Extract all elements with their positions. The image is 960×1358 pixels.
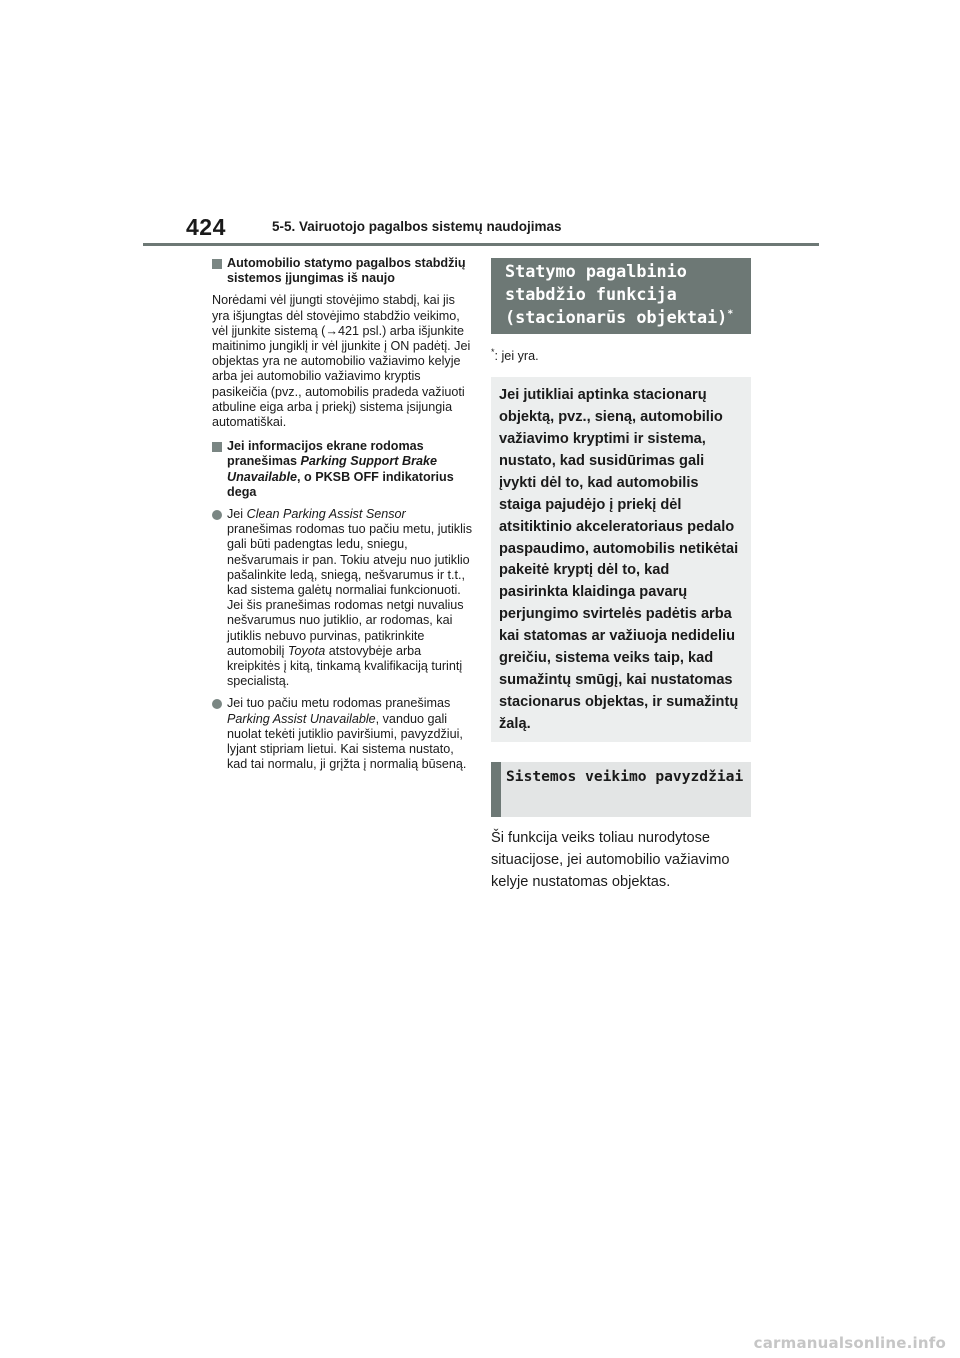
list-item: Jei Clean Parking Assist Sensor pranešimas rodomas tuo pačiu metu, jutiklis gali būti padengtas ledu, sniegu, nešvarumais ir pan. Tokiu atveju nuo jutiklio pašalinkite ledą, sniegą, nešvarumus ir t.t., kad sistema galėtų normaliai funkcionuoti. Jei šis pranešimas rodomas netgi nuvalius nešvarumus nuo jutiklio, ar rodomas, kai jutiklis nebuvo purvinas, patikrinkite automobilį Toyota atstovybėje arba kreipkitės į kitą, tinkamą kvalifikaciją turintį specialistą. [212,507,474,689]
left-column [212,256,474,780]
page-number: 424 [186,214,226,240]
section-heading-pksb-off: Jei informacijos ekrane rodomas pranešimas Parking Support Brake Unavailable, o PKSB OFF indikatorius dega [212,439,474,500]
section-title-box: Statymo pagalbinio stabdžio funkcija (stacionarūs objektai)* [491,258,751,334]
watermark-logo: carmanualsonline.info [753,1334,946,1352]
circle-bullet-icon [212,510,222,520]
restart-paragraph: Norėdami vėl įjungti stovėjimo stabdį, kai jis yra išjungtas dėl stovėjimo stabdžio veikimo, vėl įjunkite sistemą (→421 psl.) arba išjunkite maitinimo jungiklį ir vėl įjunkite į ON padėtį. Jei objektas yra ne automobilio važiavimo kelyje arba jei automobilio važiavimo kryptis pasikeičia (pvz., automobilis pradeda važiuoti atbuline eiga arba į priekį) sistema įsijungia automatiškai. [212,293,471,430]
section-heading-restart: Automobilio statymo pagalbos stabdžių sistemos įjungimas iš naujo [212,256,474,286]
list-item: Jei tuo pačiu metu rodomas pranešimas Parking Assist Unavailable, vanduo gali nuolat tekėti jutiklio paviršiumi, pavyzdžiui, lyjant stipriam lietui. Kai sistema nustato, kad tai normalu, ji grįžta į normalią būseną. [212,696,474,772]
header-rule [143,243,819,246]
square-bullet-icon [212,442,222,452]
right-column [491,258,751,893]
closing-paragraph: Ši funkcija veiks toliau nurodytose situacijose, jei automobilio važiavimo kelyje nustatomas objektas. [491,829,730,890]
subheading-box: Sistemos veikimo pavyzdžiai [491,762,751,817]
footnote: *: jei yra. [491,347,539,364]
footnote-marker: * [727,308,734,320]
info-text: Jei jutikliai aptinka stacionarų objektą, pvz., sieną, automobilio važiavimo kryptimi ir sistema, nustato, kad susidūrimas gali įvykti dėl to, kad automobilis staiga pajudėjo į priekį dėl atsitiktinio akceleratoriaus pedalo paspaudimo, automobilis netikėtai pakeitė kryptį dėl to, kad pasirinkta klaidinga pavarų perjungimo svirtelės padėtis arba kai statomas ar važiuoja nedideliu greičiu, sistema veiks taip, kad sumažintų smūgį, kai nustatomas stacionarus objektas, ir sumažintų žalą. [499,387,739,732]
square-bullet-icon [212,259,222,269]
info-box [491,377,751,742]
chapter-title: 5-5. Vairuotojo pagalbos sistemų naudojimas [272,219,562,234]
circle-bullet-icon [212,699,222,709]
